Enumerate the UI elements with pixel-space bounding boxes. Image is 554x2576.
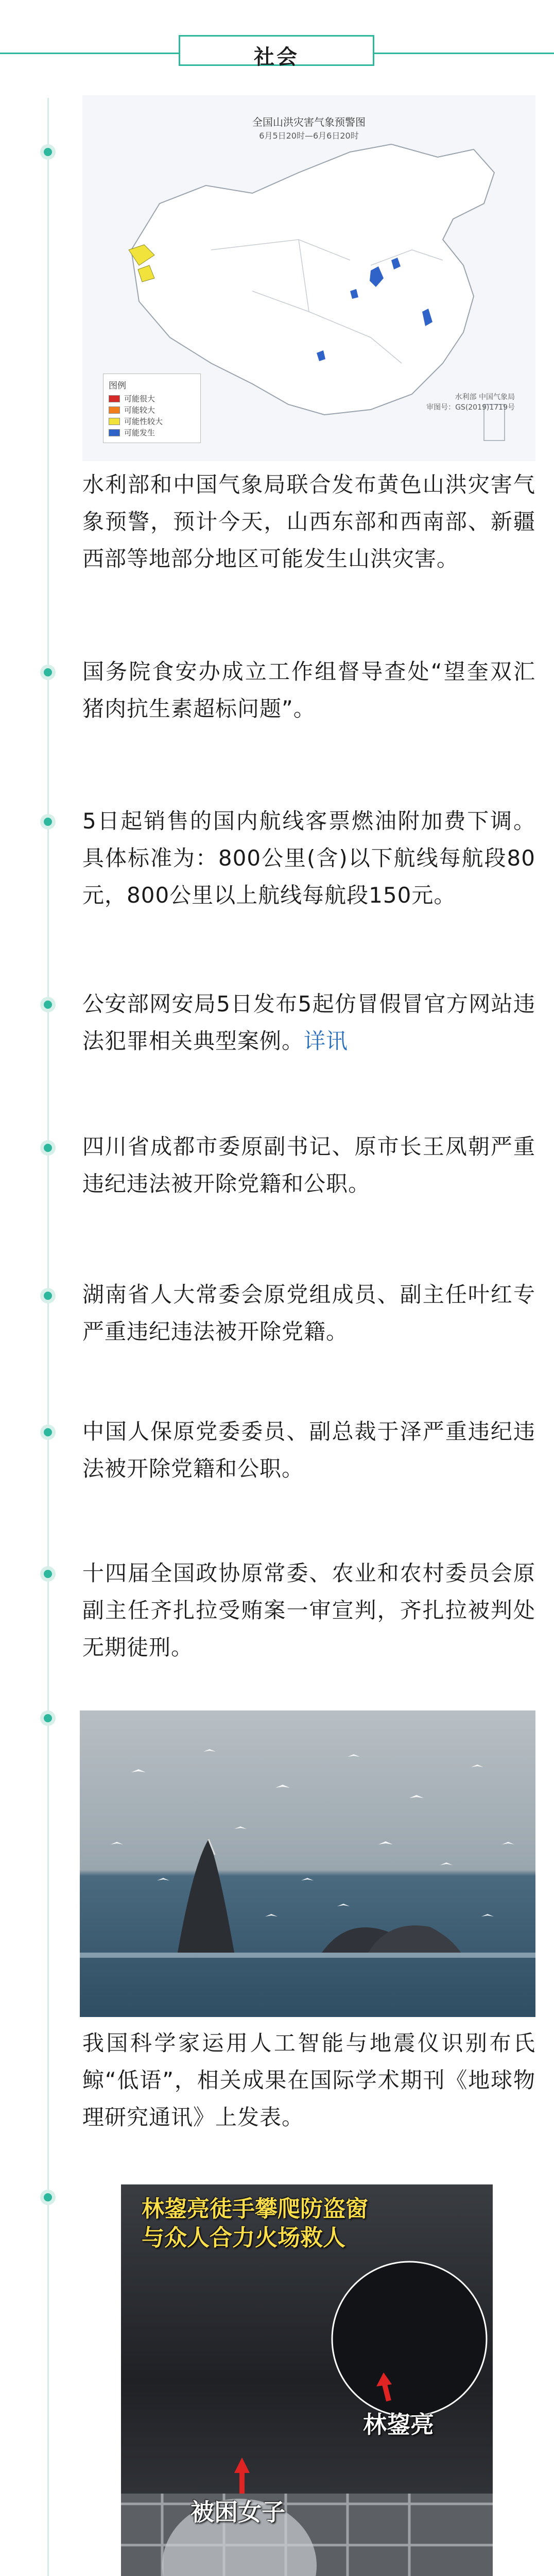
news-item-fuel-surcharge: 5日起销售的国内航线客票燃油附加费下调。具体标准为：800公里(含)以下航线每航段80元，800公里以上航线每航段150元。 <box>82 808 535 908</box>
legend-label: 可能发生 <box>124 428 155 437</box>
section-header <box>0 0 554 77</box>
map-credit <box>426 392 515 413</box>
news-item-hunan-official: 湖南省人大常委会原党组成员、副主任叶红专严重违纪违法被开除党籍。 <box>82 1282 535 1344</box>
legend-swatch <box>109 395 120 402</box>
timeline-dot <box>40 2190 56 2205</box>
map-title: 全国山洪灾害气象预警图 <box>252 116 366 128</box>
timeline-dot <box>40 997 56 1012</box>
header-rule-left <box>0 53 179 54</box>
flood-warning-map[interactable] <box>82 95 535 461</box>
label-firefighter: 林鋆亮 <box>363 2411 434 2438</box>
whale-photo[interactable] <box>80 1710 535 2017</box>
whale-scene <box>80 1710 535 2017</box>
video-caption <box>142 2195 430 2252</box>
timeline-dot <box>40 1140 56 1156</box>
legend-row <box>109 416 195 427</box>
label-trapped-woman: 被困女子 <box>191 2498 285 2526</box>
news-item-flood-warning: 水利部和中国气象局联合发布黄色山洪灾害气象预警，预计今天，山西东部和西南部、新疆西部等地部分地区可能发生山洪灾害。 <box>82 472 535 571</box>
news-item-fake-websites-text: 公安部网安局5日发布5起仿冒假冒官方网站违法犯罪相关典型案例。 <box>82 991 535 1054</box>
legend-label: 可能性较大 <box>124 417 163 426</box>
legend-row <box>109 393 195 404</box>
news-item-cppcc-verdict: 十四届全国政协原常委、农业和农村委员会原副主任齐扎拉受贿案一审宣判，齐扎拉被判处无期徒刑。 <box>82 1561 535 1660</box>
fire-rescue-video[interactable] <box>121 2184 493 2576</box>
news-item-picc-official: 中国人保原党委委员、副总裁于泽严重违纪违法被开除党籍和公职。 <box>82 1419 535 1481</box>
legend-swatch <box>109 418 120 425</box>
map-credit-org: 水利部 中国气象局 <box>455 393 515 401</box>
timeline-dot <box>40 144 56 160</box>
detail-link[interactable]: 详讯 <box>304 1028 349 1054</box>
news-item-whale-ai: 我国科学家运用人工智能与地震仪识别布氏鲸“低语”，相关成果在国际学术期刊《地球物理研究通讯》上发表。 <box>82 2030 535 2130</box>
news-item-chengdu-official: 四川省成都市委原副书记、原市长王凤朝严重违纪违法被开除党籍和公职。 <box>82 1134 535 1196</box>
legend-swatch <box>109 406 120 414</box>
news-item-pork-antibiotics: 国务院食安办成立工作组督导查处“望奎双汇猪肉抗生素超标问题”。 <box>82 659 535 721</box>
video-caption-line1: 林鋆亮徒手攀爬防盗窗 <box>142 2196 368 2222</box>
map-credit-code: 审图号：GS(2019)1719号 <box>426 403 515 412</box>
legend-swatch <box>109 429 120 436</box>
video-caption-line2: 与众人合力火场救人 <box>142 2225 345 2251</box>
timeline-dot <box>40 1288 56 1303</box>
news-item-fake-websites <box>82 986 535 1060</box>
legend-row <box>109 427 195 438</box>
legend-row <box>109 404 195 416</box>
timeline-dot <box>40 1425 56 1440</box>
section-title: 社会 <box>254 45 299 69</box>
legend-label: 可能较大 <box>124 405 155 415</box>
legend-title: 图例 <box>109 381 126 391</box>
timeline-dot <box>40 665 56 680</box>
header-rule-right <box>374 53 554 54</box>
timeline-dot <box>40 1710 56 1726</box>
map-subtitle: 6月5日20时—6月6日20时 <box>259 131 359 141</box>
timeline-dot <box>40 814 56 829</box>
section-title-box <box>179 35 374 69</box>
map-legend <box>103 374 201 443</box>
legend-label: 可能很大 <box>124 394 155 403</box>
timeline-dot <box>40 1566 56 1582</box>
